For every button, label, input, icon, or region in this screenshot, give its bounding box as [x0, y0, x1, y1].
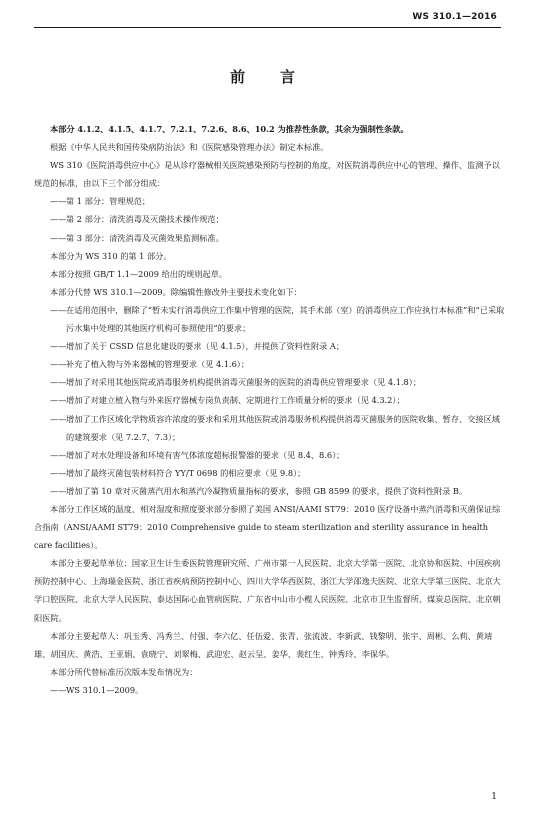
change-item: ——增加了工作区域化学物质容许浓度的要求和采用其他医院或消毒服务机构提供消毒灭菌服务的医院收集、暂存、交接区域的建筑要求（见 7.2.7、7.3）； [34, 410, 506, 446]
dash-marker: —— [50, 341, 67, 352]
part-item: ——第 2 部分：清洗消毒及灭菌技术操作规范； [34, 210, 506, 228]
part-item: ——第 3 部分：清洗消毒及灭菌效果监测标准。 [34, 229, 506, 247]
dash-marker: —— [50, 359, 67, 370]
page-number: 1 [491, 792, 497, 802]
history-intro-paragraph: 本部分所代替标准历次版本发布情况为： [50, 666, 198, 677]
change-item: ——增加了对采用其他医院或消毒服务机构提供消毒灭菌服务的医院的消毒供应管理要求（见 4.1.8）； [34, 373, 506, 391]
dash-marker: —— [50, 232, 67, 243]
dash-marker: —— [50, 684, 67, 695]
dash-marker: —— [50, 413, 67, 424]
basis-paragraph: 根据《中华人民共和国传染病防治法》和《医院感染管理办法》制定本标准。 [50, 142, 329, 153]
mandatory-clause-paragraph: 本部分 4.1.2、4.1.5、4.1.7、7.2.1、7.2.6、8.6、10.2 为推荐性条款，其余为强制性条款。 [50, 124, 409, 134]
standard-code: WS 310.1—2016 [412, 12, 497, 22]
dash-marker: —— [50, 377, 67, 388]
dash-marker: —— [50, 467, 67, 478]
drafters-paragraph: 本部分主要起草人：巩玉秀、冯秀兰、付强、李六亿、任伍爱、张青、张流波、李新武、钱黎明、张宇、周彬、么莉、黄靖雄、胡国庆、黄浩、王亚娟、袁晓宁、刘翠梅、武迎宏、赵云呈、姜华、裴红生、钟秀玲、李保华。 [34, 630, 493, 659]
change-item: ——增加了对水处理设备和环境有害气体浓度超标报警器的要求（见 8.4、8.6）； [34, 446, 506, 464]
foreword-body [34, 120, 506, 699]
change-item: ——增加了对建立植入物与外来医疗器械专岗负责制、定期进行工作质量分析的要求（见 4.3.2）； [34, 391, 506, 409]
part-item: ——第 1 部分：管理规范； [34, 192, 506, 210]
replaces-paragraph: 本部分代替 WS 310.1—2009。除编辑性修改外主要技术变化如下： [50, 286, 302, 297]
header-rule [34, 27, 501, 28]
dash-marker: —— [50, 196, 67, 207]
change-item: ——增加了第 10 章对灭菌蒸汽用水和蒸汽冷凝物质量指标的要求，参照 GB 8599 的要求，提供了资料性附录 B。 [34, 482, 506, 500]
dash-marker: —— [50, 395, 67, 406]
dash-marker: —— [50, 214, 67, 225]
change-item: ——补充了植入物与外来器械的管理要求（见 4.1.6）； [34, 355, 506, 373]
dash-marker: —— [50, 485, 67, 496]
reference-paragraph: 本部分工作区域的温度、相对湿度和照度要求部分参照了美国 ANSI/AAMI ST79：2010 医疗设备中蒸汽消毒和灭菌保证综合指南（ANSI/AAMI ST79：2010 Comprehensive guide to steam sterilization and sterility assurance in health care facilities）。 [34, 503, 501, 551]
page-title: 前 言 [229, 68, 305, 86]
dash-marker: —— [50, 449, 67, 460]
part-of-paragraph: 本部分为 WS 310 的第 1 部分。 [50, 250, 172, 261]
change-item: ——增加了关于 CSSD 信息化建设的要求（见 4.1.5），并提供了资料性附录 A； [34, 337, 506, 355]
drafting-units-paragraph: 本部分主要起草单位：国家卫生计生委医院管理研究所、广州市第一人民医院、北京大学第一医院、北京协和医院、中国疾病预防控制中心、上海瑞金医院、浙江省疾病预防控制中心、四川大学华西医院、浙江大学邵逸夫医院、北京大学第三医院、北京大学口腔医院、北京大学人民医院、泰达国际心血管病医院、广东省中山市小榄人民医院、北京市卫生监督所、煤炭总医院、北京朝阳医院。 [34, 558, 501, 623]
drafting-rules-paragraph: 本部分按照 GB/T 1.1—2009 给出的规则起草。 [50, 268, 228, 279]
change-item: ——增加了最终灭菌包装材料符合 YY/T 0698 的相应要求（见 9.8）； [34, 464, 506, 482]
change-item: ——在适用范围中，删除了“暂未实行消毒供应工作集中管理的医院，其手术部（室）的消毒供应工作应执行本标准”和“已采取污水集中处理的其他医疗机构可参照使用”的要求； [34, 301, 506, 337]
dash-marker: —— [50, 304, 67, 315]
scope-paragraph: WS 310《医院消毒供应中心》是从诊疗器械相关医院感染预防与控制的角度，对医院消毒供应中心的管理、操作、监测予以规范的标准，由以下三个部分组成： [34, 160, 500, 189]
history-item: ——WS 310.1—2009。 [34, 681, 506, 699]
